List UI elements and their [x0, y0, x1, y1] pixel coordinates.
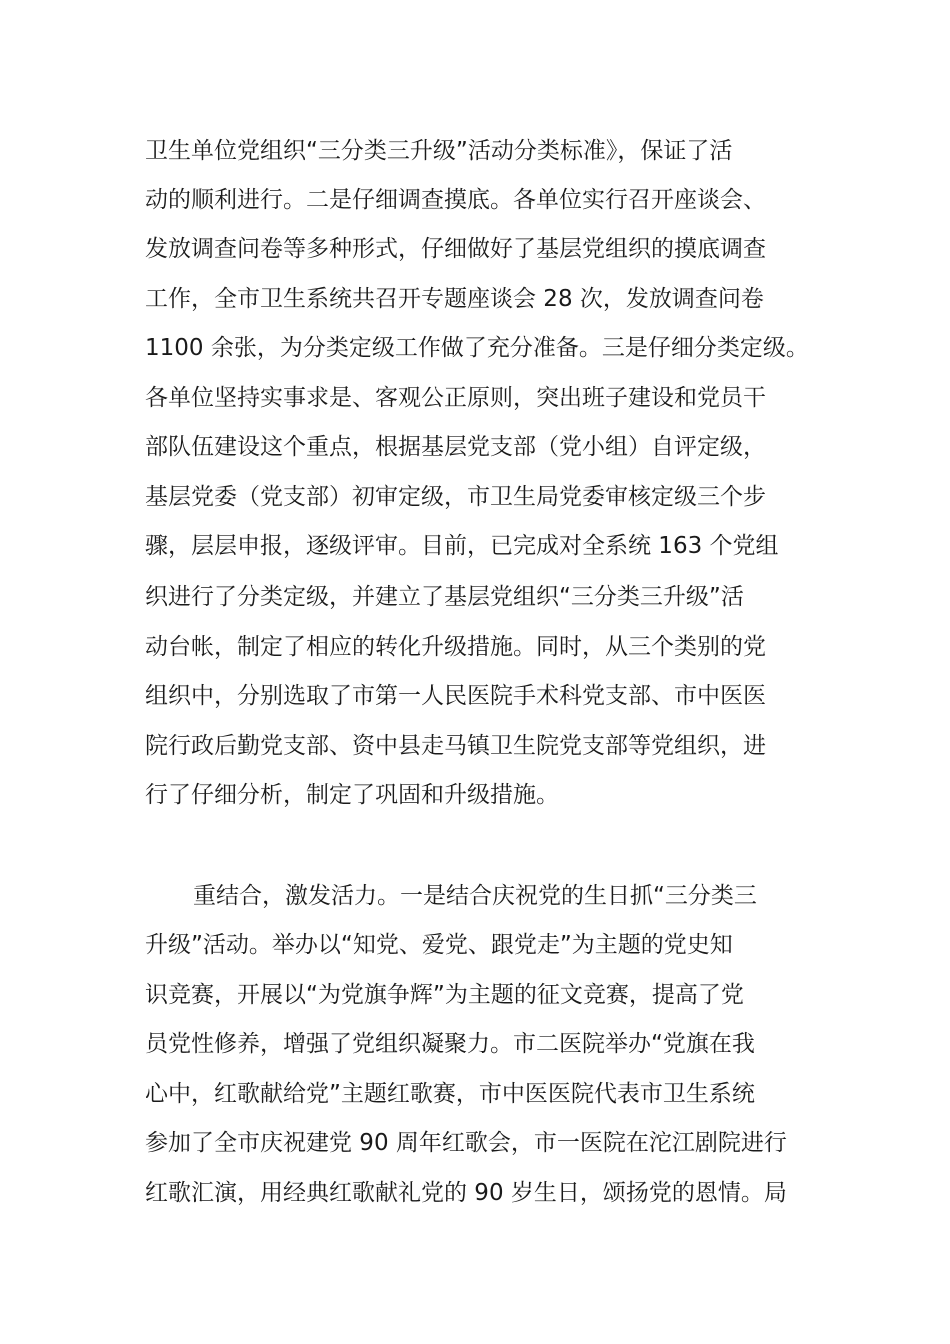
- paragraph-line: 1100 余张，为分类定级工作做了充分准备。三是仔细分类定级。: [145, 335, 809, 361]
- paragraph-line: 发放调查问卷等多种形式，仔细做好了基层党组织的摸底调查: [145, 236, 766, 262]
- paragraph-line: 部队伍建设这个重点，根据基层党支部（党小组）自评定级，: [145, 434, 766, 460]
- paragraph-line: 红歌汇演，用经典红歌献礼党的 90 岁生日，颂扬党的恩情。局: [145, 1180, 787, 1206]
- paragraph-line: 心中，红歌献给党”主题红歌赛，市中医医院代表市卫生系统: [145, 1081, 755, 1107]
- paragraph-line: 组织中，分别选取了市第一人民医院手术科党支部、市中医医: [145, 683, 766, 709]
- paragraph-line: 重结合，激发活力。一是结合庆祝党的生日抓“三分类三: [193, 883, 757, 909]
- paragraph-line: 织进行了分类定级，并建立了基层党组织“三分类三升级”活: [145, 584, 744, 610]
- paragraph-line: 骤，层层申报，逐级评审。目前，已完成对全系统 163 个党组: [145, 533, 779, 559]
- paragraph-line: 升级”活动。举办以“知党、爱党、跟党走”为主题的党史知: [145, 932, 733, 958]
- paragraph-line: 识竞赛，开展以“为党旗争辉”为主题的征文竞赛，提高了党: [145, 982, 744, 1008]
- paragraph-line: 工作，全市卫生系统共召开专题座谈会 28 次，发放调查问卷: [145, 286, 764, 312]
- paragraph-line: 基层党委（党支部）初审定级，市卫生局党委审核定级三个步: [145, 484, 766, 510]
- paragraph-line: 动台帐，制定了相应的转化升级措施。同时，从三个类别的党: [145, 634, 766, 660]
- paragraph-line: 参加了全市庆祝建党 90 周年红歌会，市一医院在沱江剧院进行: [145, 1130, 787, 1156]
- paragraph-line: 行了仔细分析，制定了巩固和升级措施。: [145, 782, 559, 808]
- paragraph-line: 动的顺利进行。二是仔细调查摸底。各单位实行召开座谈会、: [145, 187, 766, 213]
- paragraph-line: 院行政后勤党支部、资中县走马镇卫生院党支部等党组织，进: [145, 733, 766, 759]
- paragraph-line: 员党性修养，增强了党组织凝聚力。市二医院举办“党旗在我: [145, 1031, 755, 1057]
- paragraph-line: 各单位坚持实事求是、客观公正原则，突出班子建设和党员干: [145, 385, 766, 411]
- paragraph-line: 卫生单位党组织“三分类三升级”活动分类标准》，保证了活: [145, 138, 733, 164]
